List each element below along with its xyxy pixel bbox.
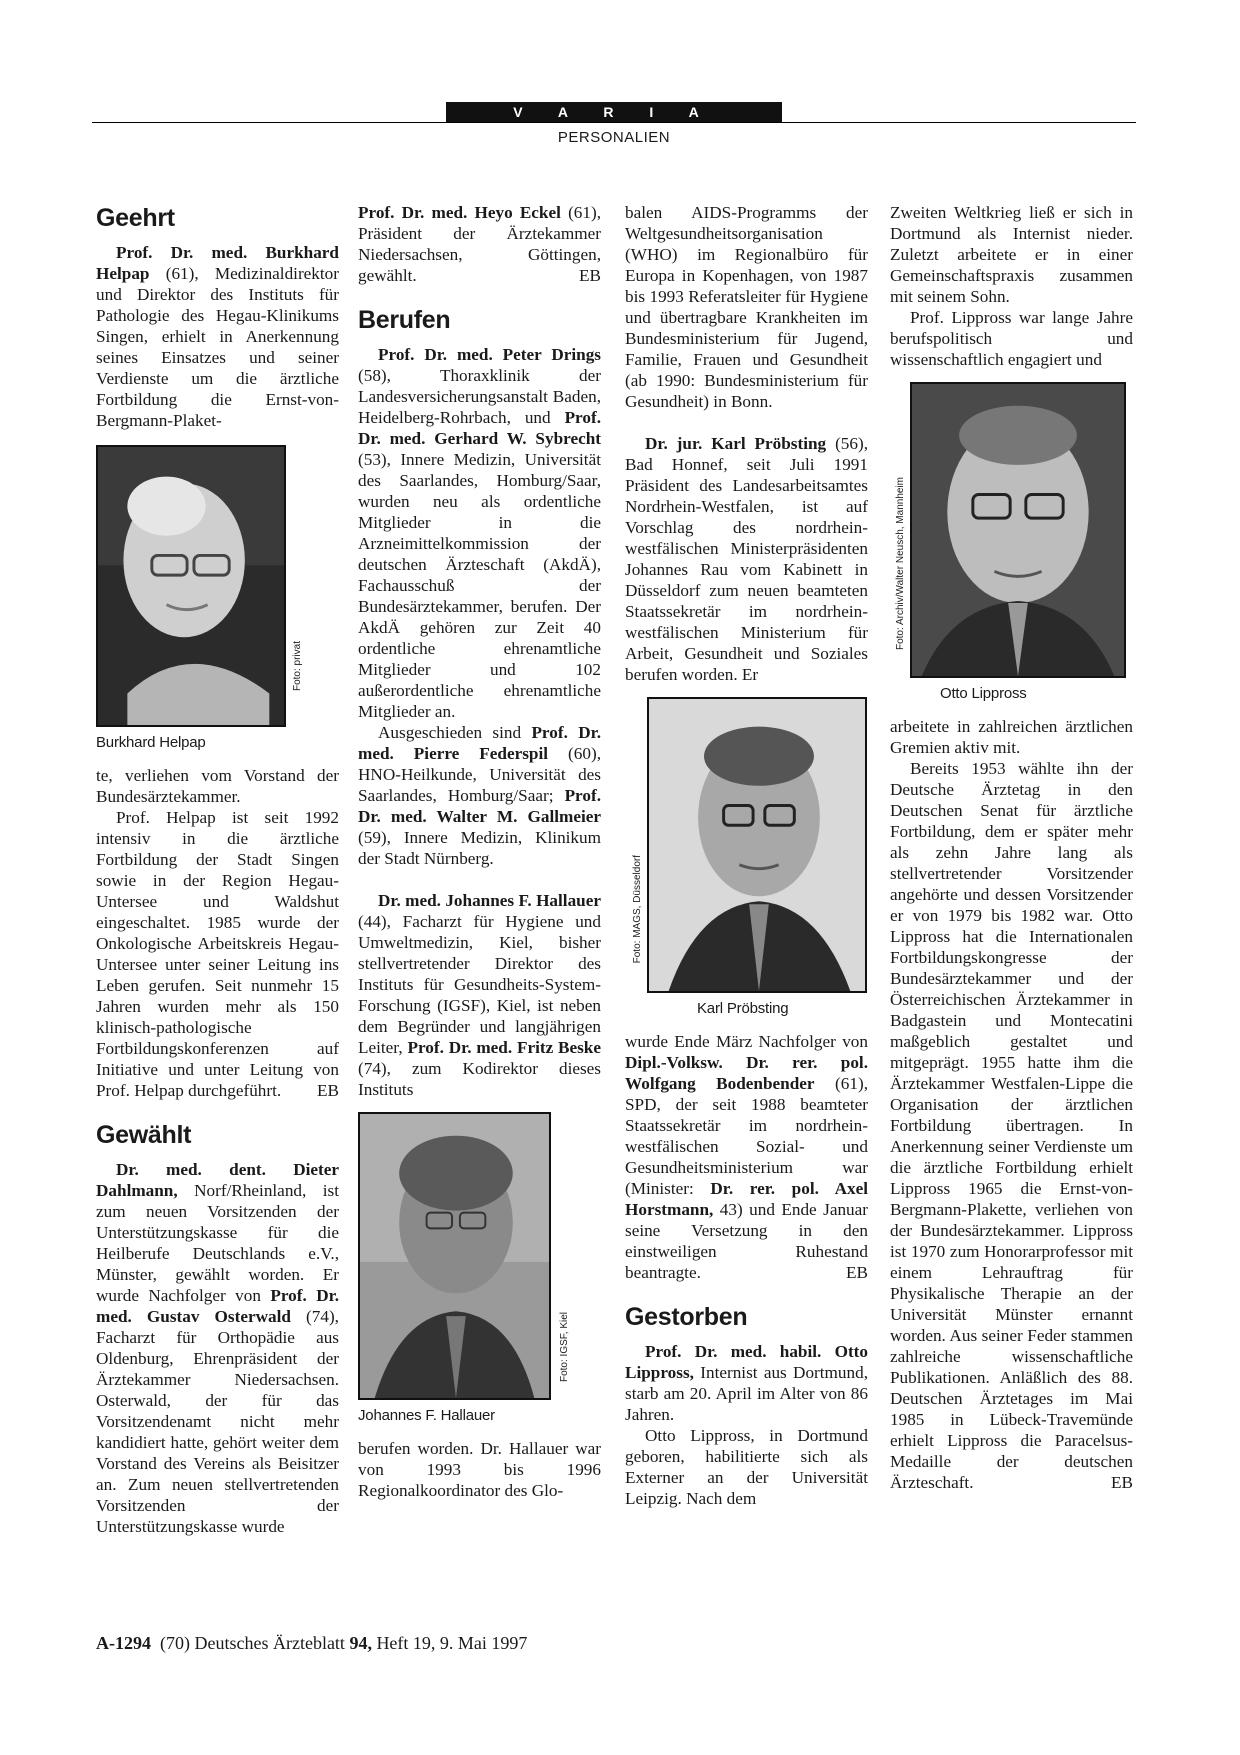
photo-proebsting [632,697,868,1019]
page-number: A-1294 [96,1633,151,1653]
text: Bereits 1953 wählte ihn der Deutsche Ärztetag in den Deutschen Senat für ärztliche Fortbildung, dem er später mehr als zehn Jahre lang als stellvertretender Vorsitzender angehörte und dessen Vorsitzender er von 1979 bis 1982 war. Otto Lippross hat die Internationalen Fortbildungskongresse der Bundesärztekammer und der Österreichischen Ärztekammer in Badgastein und Montecatini maßgeblich gestaltet und mitgeprägt. 1955 hatte ihm die Ärztekammer Westfalen-Lippe die Organisation der ärztlichen Fortbildung übertragen. In Anerkennung seiner Verdienste um die ärztliche Fortbildung erhielt Lippross 1965 die Ernst-von-Bergmann-Plakette, verliehen von der Bundesärztekammer. Lippross ist 1970 zum Honorarprofessor mit einem Lehrauftrag für Physikalische Therapie an der Universität Münster ernannt worden. Aus seiner Feder stammen zahlreiche wissenschaftliche Publikationen. Anläßlich des 88. Deutschen Ärztetages im Mai 1985 in Lübeck-Travemünde erhielt Lippross die Paracelsus-Medaille der deutschen Ärzteschaft. [890,759,1133,1492]
footer-text: (70) Deutsches Ärzteblatt [151,1633,350,1653]
person-name: Prof. Dr. med. Burkhard Helpap [96,243,339,283]
text: (56), Bad Honnef, seit Juli 1991 Präsident des Landesarbeitsamtes Nordrhein-Westfalen, ist auf Vorschlag des nordrhein-westfälischen Ministerpräsidenten Johannes Rau vom Kabinett in Düsseldorf zum neuen beamteten Staatssekretär im nordrhein-westfälischen Ministerium für Arbeit, Gesundheit und Soziales berufen worden. Er [625,434,868,684]
person-name: Prof. Dr. med. Heyo Eckel [358,203,561,222]
person-name: Dr. jur. Karl Pröbsting [645,434,827,453]
text: (61), Präsident der Ärztekammer Niedersachsen, Göttingen, gewählt. [358,203,602,285]
photo-hallauer [358,1112,601,1426]
paragraph [96,242,339,431]
paragraph [358,202,601,286]
text: (74), zum Kodirektor dieses Instituts [358,1059,601,1099]
section-label: V A R I A [446,102,782,123]
photo-caption: Otto Lippross [940,685,1027,702]
author-initials: EB [846,1263,868,1282]
photo-credit: Foto: privat [292,641,303,692]
paragraph: Otto Lippross, in Dortmund geboren, habilitierte sich als Externer an der Universität Leipzig. Nach dem [625,1426,868,1508]
photo-caption: Burkhard Helpap [96,734,206,751]
paragraph: arbeitete in zahlreichen ärztlichen Gremien aktiv mit. [890,717,1133,757]
person-name: Dr. med. Johannes F. Hallauer [378,891,601,910]
portrait-image [647,697,867,993]
author-initials: EB [579,266,601,285]
paragraph: balen AIDS-Programms der Weltgesundheitsorganisation (WHO) im Regionalbüro für Europa in Kopenhagen, von 1987 bis 1993 Referatsleiter für Hygiene und übertragbare Krankheiten im Bundesministerium für Jugend, Familie, Frauen und Gesundheit (ab 1990: Bundesministerium für Gesundheit) in Bonn. [625,203,868,411]
person-name: Prof. Dr. med. Pierre Federspil [358,723,601,763]
column-2 [358,202,601,1501]
person-name: Prof. Dr. med. Peter Drings [378,345,601,364]
photo-caption: Karl Pröbsting [697,1000,789,1017]
column-4 [890,202,1133,1493]
text: (44), Facharzt für Hygiene und Umweltmedizin, Kiel, bisher stellvertretender Direktor des Instituts für Gesundheits-System-Forschung (IGSF), Kiel, ist neben dem Begründer und langjährigen Leiter, [358,912,601,1057]
person-name: Prof. Dr. med. Gustav Osterwald [96,1286,339,1326]
text: Internist aus Dortmund, starb am 20. April im Alter von 86 Jahren. [625,1363,868,1424]
photo-credit: Foto: Archiv/Walter Neusch, Mannheim [895,477,906,651]
paragraph: berufen worden. Dr. Hallauer war von 1993 bis 1996 Regionalkoordinator des Glo- [358,1439,601,1500]
page-footer [96,1633,527,1654]
paragraph: te, verliehen vom Vorstand der Bundesärztekammer. [96,766,339,806]
text: (59), Innere Medizin, Klinikum der Stadt Nürnberg. [358,828,601,868]
paragraph: Prof. Lippross war lange Jahre berufspolitisch und wissenschaftlich engagiert und [890,308,1133,369]
text: (74), Facharzt für Orthopädie aus Oldenburg, Ehrenpräsident der Ärztekammer Niedersachsen. Osterwald, der für das Vorsitzendenamt nicht mehr kandidiert hatte, gehört weiter dem Vorstand des Vereins als Beisitzer an. Zum neuen stellvertretenden Vorsitzenden der Unterstützungskasse wurde [96,1307,339,1536]
text: (61), SPD, der seit 1988 beamteter Staatssekretär im nordrhein-westfälischen Sozial- und Gesundheitsministerium war (Minister: [625,1074,868,1198]
photo-caption: Johannes F. Hallauer [358,1407,495,1424]
footer-text: Heft 19, 9. Mai 1997 [371,1633,528,1653]
person-name: Prof. Dr. med. Walter M. Gallmeier [358,786,601,826]
portrait-image [910,382,1126,678]
heading-gewaehlt: Gewählt [96,1121,192,1149]
photo-credit: Foto: MAGS, Düsseldorf [632,855,643,964]
photo-helpap [96,445,339,753]
text: (53), Innere Medizin, Universität des Saarlandes, Homburg/Saar, wurden neu als ordentliche Mitglieder in die Arzneimittelkommission der deutschen Ärzteschaft (AkdÄ), Fachausschuß der Bundesärztekammer, berufen. Der AkdÄ gehören zur Zeit 40 ordentliche ehrenamtliche Mitglieder und 102 außerordentliche ehrenamtliche Mitglieder an. [358,450,601,721]
person-name: Dr. med. dent. Dieter Dahlmann, [96,1160,339,1200]
subsection-label: PERSONALIEN [557,129,671,146]
portrait-image [358,1112,551,1400]
text: 43) und Ende Januar seine Versetzung in den einstweiligen Ruhestand beantragte. [625,1200,868,1282]
text: (58), Thoraxklinik der Landesversicherungsanstalt Baden, Heidelberg-Rohrbach, und [358,366,601,427]
heading-gestorben: Gestorben [625,1303,748,1331]
column-1 [96,202,339,1537]
paragraph [358,722,601,869]
person-name: Prof. Dr. med. Fritz Beske [407,1038,601,1057]
person-name: Prof. Dr. med. Gerhard W. Sybrecht [358,408,601,448]
text: Ausgeschieden sind [378,723,532,742]
paragraph [96,807,339,1101]
paragraph [625,1341,868,1425]
person-name: Prof. Dr. med. habil. Otto Lippross, [625,1342,868,1382]
header-rule [92,122,1136,123]
heading-berufen: Berufen [358,306,451,334]
author-initials: EB [1111,1473,1133,1492]
portrait-image [96,445,286,727]
paragraph [96,1159,339,1537]
paragraph [625,1031,868,1283]
text: Prof. Helpap ist seit 1992 intensiv in die ärztliche Fortbildung der Stadt Singen sowie in der Region Hegau-Untersee und Waldshut eingeschaltet. 1985 wurde der Onkologische Arbeitskreis Hegau-Untersee unter seiner Leitung ins Leben gerufen. Seit nunmehr 15 Jahren wurden mehr als 150 klinisch-pathologische Fortbildungskonferenzen auf Initiative und unter Leitung von Prof. Helpap durchgeführt. [96,808,339,1100]
text: (61), Medizinaldirektor und Direktor des Instituts für Pathologie des Hegau-Klinikums Singen, erhielt in Anerkennung seines Einsatzes und seiner Verdienste um die ärztliche Fortbildung die Ernst-von-Bergmann-Plaket- [96,264,339,430]
text: (60), HNO-Heilkunde, Universität des Saarlandes, Homburg/Saar; [358,744,601,805]
person-name: Dr. rer. pol. Axel Horstmann, [625,1179,868,1219]
author-initials: EB [317,1081,339,1100]
person-name: Dipl.-Volksw. Dr. rer. pol. Wolfgang Bodenbender [625,1053,868,1093]
column-3 [625,202,868,1509]
paragraph [358,344,601,722]
paragraph [890,758,1133,1493]
photo-lippross [895,382,1133,704]
text: Norf/Rheinland, ist zum neuen Vorsitzenden der Unterstützungskasse für die Heilberufe Deutschlands e.V., Münster, gewählt worden. Er wurde Nachfolger von [96,1181,339,1305]
paragraph: Zweiten Weltkrieg ließ er sich in Dortmund als Internist nieder. Zuletzt arbeitete er in einer Gemeinschaftspraxis zusammen mit seinem Sohn. [890,203,1133,306]
heading-geehrt: Geehrt [96,204,175,232]
paragraph [358,890,601,1100]
paragraph [625,433,868,685]
photo-credit: Foto: IGSF, Kiel [559,1312,570,1383]
text: wurde Ende März Nachfolger von [625,1032,868,1051]
volume-number: 94, [349,1633,372,1653]
